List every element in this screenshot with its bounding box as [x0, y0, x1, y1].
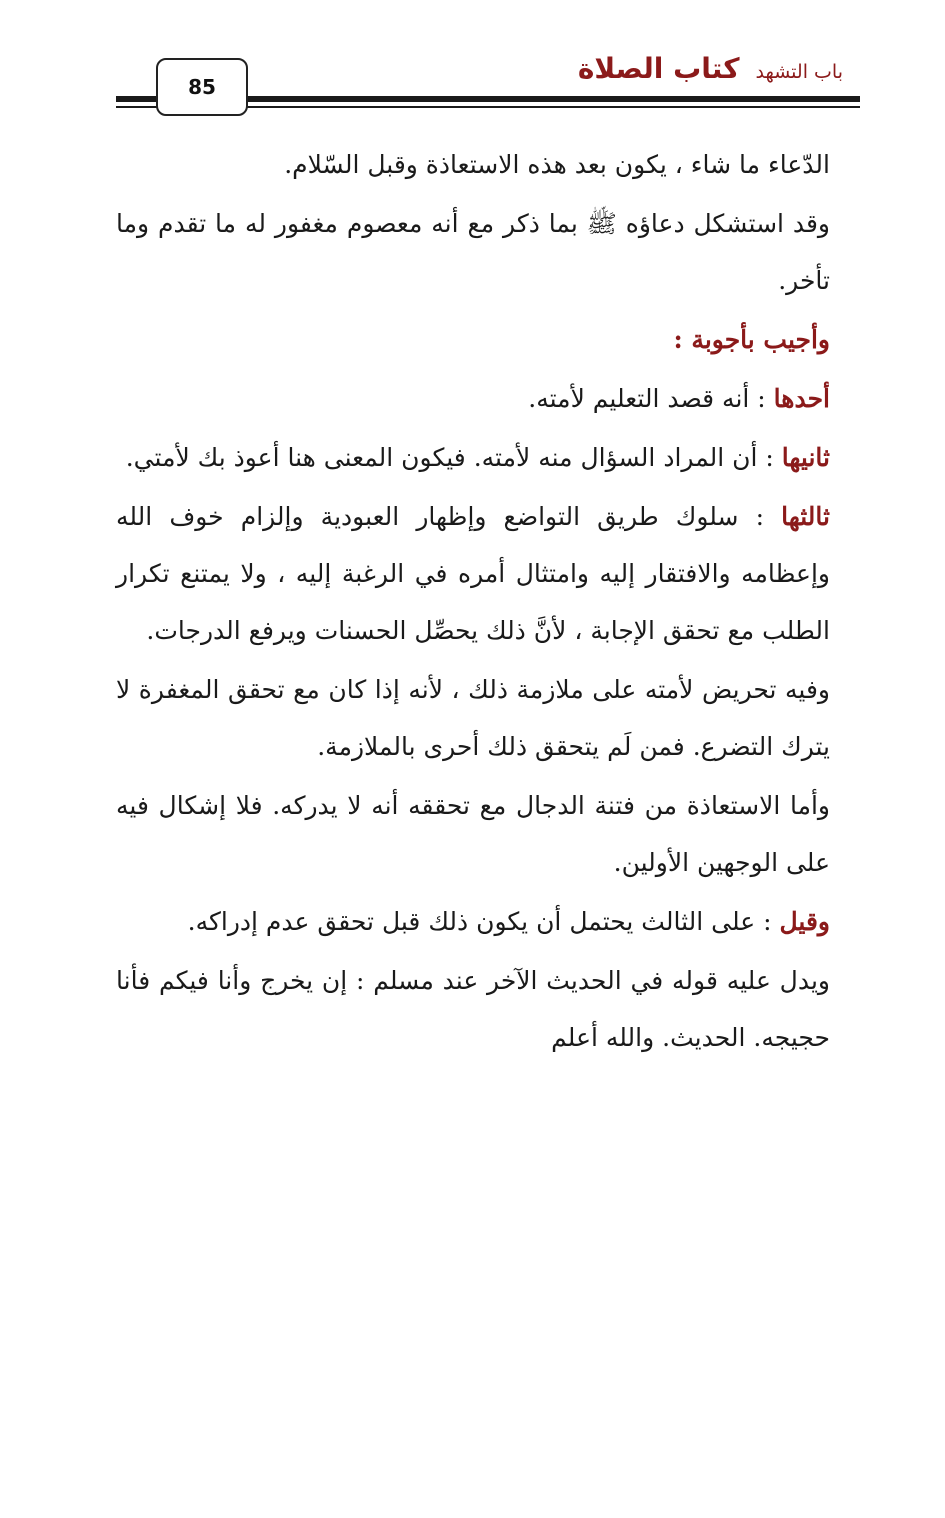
- book-title: كتاب الصلاة: [577, 52, 740, 85]
- paragraph-4: وأما الاستعاذة من فتنة الدجال مع تحققه أنه لا يدركه. فلا إشكال فيه على الوجهين الأولين.: [116, 791, 830, 877]
- paragraph-3: وفيه تحريض لأمته على ملازمة ذلك ، لأنه إذا كان مع تحقق المغفرة لا يترك التضرع. فمن لَم يتحقق ذلك أحرى بالملازمة.: [116, 675, 830, 761]
- answer-1-label: أحدها: [773, 384, 830, 413]
- chapter-title: باب التشهد: [755, 61, 843, 83]
- answer-3: [116, 488, 830, 659]
- qil-paragraph: [116, 893, 830, 950]
- paragraph-5: ويدل عليه قوله في الحديث الآخر عند مسلم : إن يخرج وأنا فيكم فأنا حجيجه. الحديث. والله أعلم: [116, 966, 830, 1052]
- page-number: 85: [188, 75, 216, 99]
- answers-heading: وأجيب بأجوبة :: [673, 325, 830, 354]
- answer-2-label: ثانيها: [781, 443, 830, 472]
- paragraph-1: الدّعاء ما شاء ، يكون بعد هذه الاستعاذة وقبل السّلام.: [284, 150, 830, 179]
- answer-2: [116, 429, 830, 486]
- running-head: [578, 52, 843, 92]
- qil-label: وقيل: [779, 907, 830, 936]
- qil-text: : على الثالث يحتمل أن يكون ذلك قبل تحقق عدم إدراكه.: [187, 907, 780, 936]
- paragraph-2: وقد استشكل دعاؤه ﷺ بما ذكر مع أنه معصوم مغفور له ما تقدم وما تأخر.: [116, 209, 830, 295]
- answer-2-text: : أن المراد السؤال منه لأمته. فيكون المعنى هنا أعوذ بك لأمتي.: [125, 443, 782, 472]
- page-header: [0, 0, 945, 120]
- answer-3-text: : سلوك طريق التواضع وإظهار العبودية وإلزام خوف الله وإعظامه والافتقار إليه وامتثال أمره في الرغبة إليه ، ولا يمتنع تكرار الطلب مع تحقق الإجابة ، لأنَّ ذلك يحصِّل الحسنات ويرفع الدرجات.: [116, 502, 830, 645]
- page-body: [116, 136, 830, 1068]
- answer-1: [116, 370, 830, 427]
- page-number-box: [156, 58, 248, 116]
- answer-3-label: ثالثها: [781, 502, 830, 531]
- answer-1-text: : أنه قصد التعليم لأمته.: [528, 384, 774, 413]
